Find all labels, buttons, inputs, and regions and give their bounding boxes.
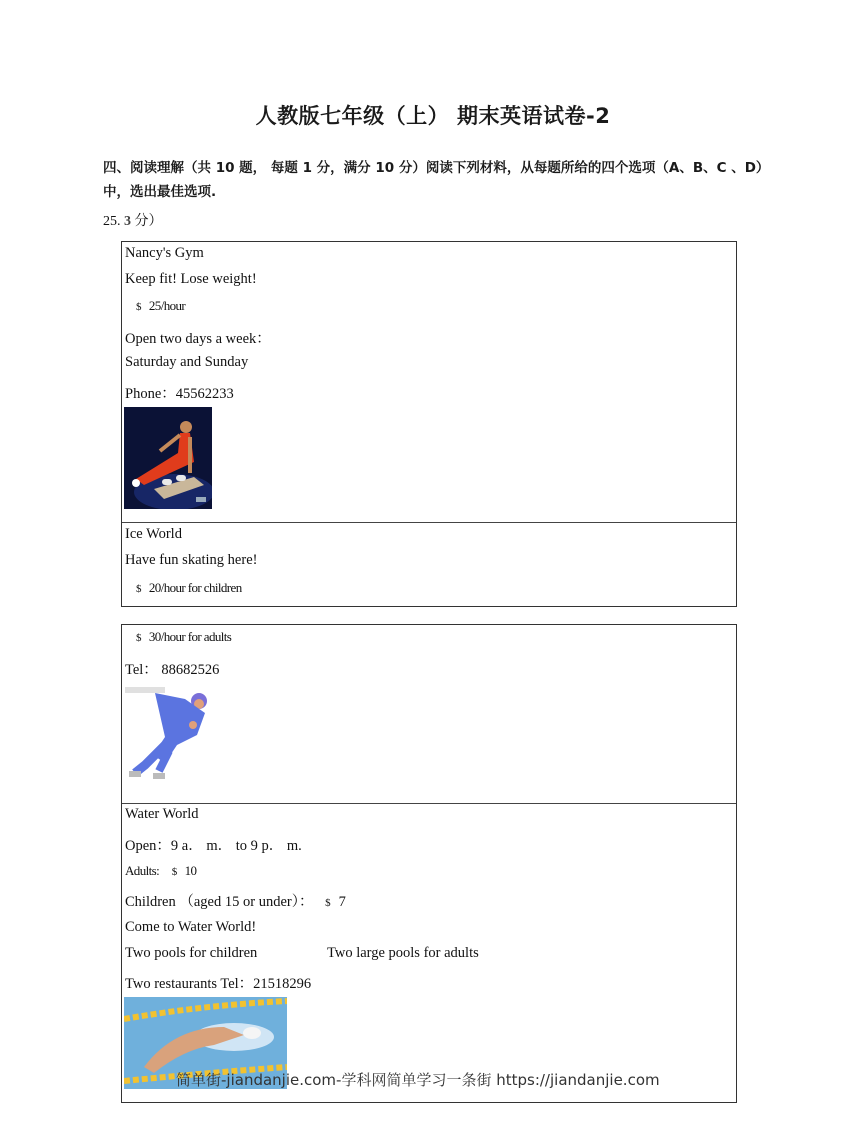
water-restaurants: Two restaurants Tel：21518296: [125, 976, 312, 992]
dollar-sign: $: [171, 866, 177, 878]
gymnast-image: [124, 407, 212, 509]
question-index: 25.: [103, 214, 121, 229]
section-divider: [122, 803, 736, 804]
ad-box-1: [121, 241, 737, 607]
gym-days: Saturday and Sunday: [125, 354, 249, 370]
section-divider: [122, 522, 736, 523]
ice-price-children: $ 20/hour for children: [136, 580, 242, 595]
ice-slogan: Have fun skating here!: [125, 552, 258, 568]
ice-name: Ice World: [125, 526, 182, 542]
question-score-suffix: 分）: [134, 214, 163, 229]
water-invite: Come to Water World!: [125, 919, 257, 935]
section-instructions: 四、阅读理解（共 10 题， 每题 1 分，满分 10 分）阅读下列材料，从每题所给的四个选项（A、B、C 、D）中，选出最佳选项.: [103, 160, 770, 200]
dollar-sign: $: [136, 583, 141, 595]
water-pools-adults: Two large pools for adults: [327, 945, 479, 961]
gym-open-label: Open two days a week：: [125, 331, 271, 347]
question-score: 3: [124, 214, 131, 229]
question-number: [103, 210, 163, 230]
gym-price: $ 25/hour: [136, 298, 186, 313]
dollar-sign: $: [136, 301, 141, 313]
water-name: Water World: [125, 806, 199, 822]
water-adults-price: Adults: $ 10: [125, 863, 197, 878]
skater-image: [125, 685, 215, 785]
water-children-price: Children （aged 15 or under）： $ 7: [125, 894, 346, 910]
watermark: 简单街-jiandanjie.com-学科网简单学习一条街 https://jiandanjie.com: [176, 1071, 660, 1089]
dollar-sign: $: [325, 897, 331, 909]
gym-name: Nancy's Gym: [125, 245, 204, 261]
page-title: 人教版七年级（上） 期末英语试卷-2: [255, 104, 611, 128]
ad-box-2: [121, 624, 737, 1103]
gym-slogan: Keep fit! Lose weight!: [125, 271, 257, 287]
ice-tel: Tel： 88682526: [125, 662, 220, 678]
water-pools-children: Two pools for children: [125, 945, 258, 961]
water-open: Open：9 a． m． to 9 p． m.: [125, 838, 302, 854]
gym-phone: Phone：45562233: [125, 386, 234, 402]
dollar-sign: $: [136, 632, 141, 644]
ice-price-adults: $ 30/hour for adults: [136, 629, 232, 644]
